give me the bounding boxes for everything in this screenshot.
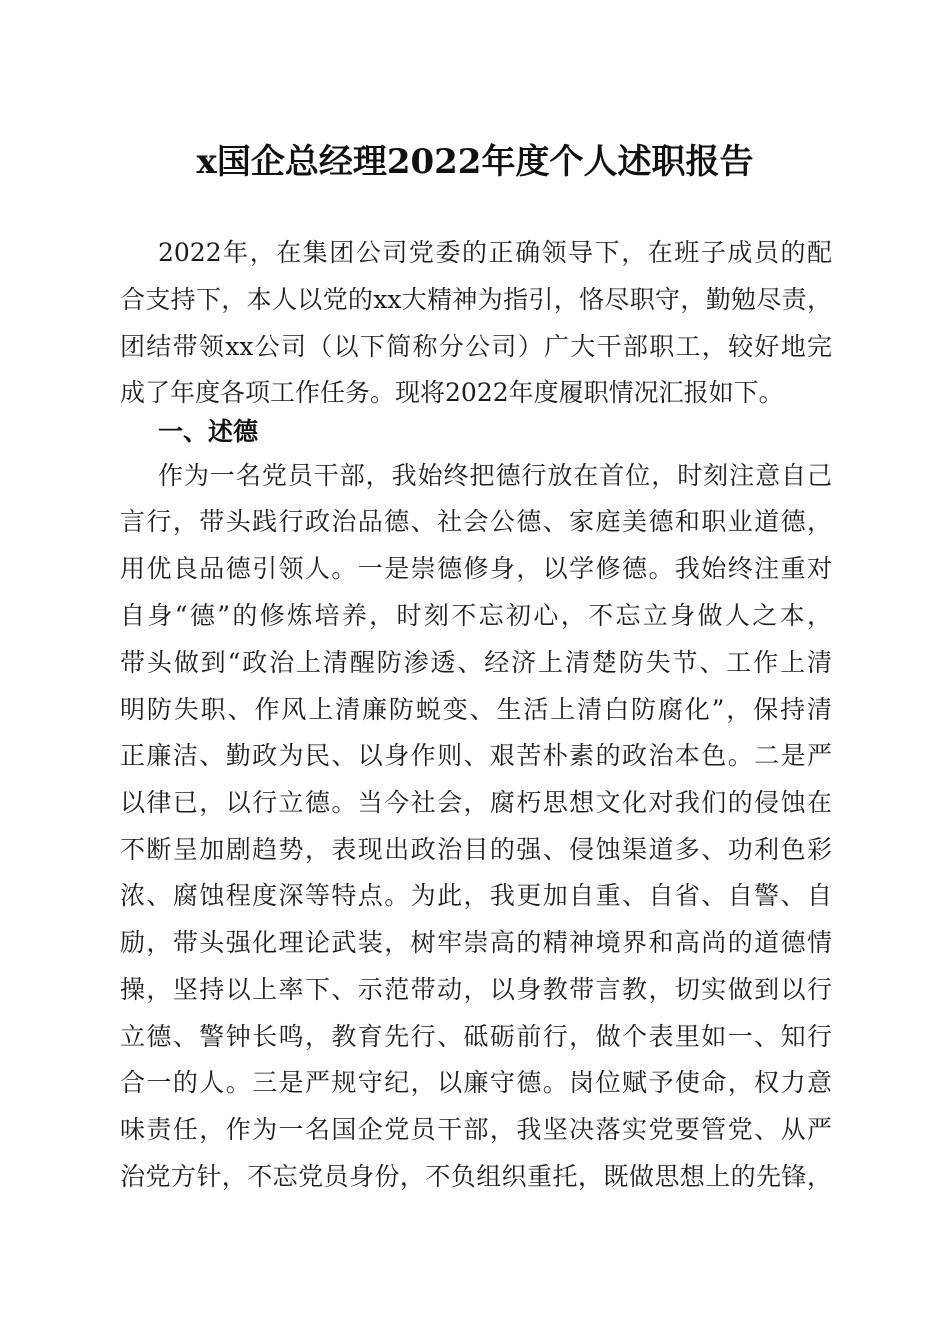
- paragraph-line: 合支持下，本人以党的xx大精神为指引，恪尽职守，勤勉尽责，: [120, 285, 832, 314]
- paragraph-line: 不断呈加剧趋势，表现出政治目的强、侵蚀渠道多、功利色彩: [120, 835, 832, 864]
- paragraph-line: 立德、警钟长鸣，教育先行、砥砺前行，做个表里如一、知行: [120, 1022, 832, 1051]
- paragraph-line: 操，坚持以上率下、示范带动，以身教带言教，切实做到以行: [120, 975, 832, 1004]
- paragraph-line: 合一的人。三是严规守纪，以廉守德。岗位赋予使命，权力意: [120, 1068, 832, 1097]
- paragraph-line: 2022年，在集团公司党委的正确领导下，在班子成员的配: [158, 238, 832, 267]
- paragraph-line: 团结带领xx公司（以下简称分公司）广大干部职工，较好地完: [120, 332, 832, 361]
- paragraph-line: 明防失职、作风上清廉防蜕变、生活上清白防腐化”，保持清: [120, 695, 832, 724]
- paragraph-line: 正廉洁、勤政为民、以身作则、艰苦朴素的政治本色。二是严: [120, 741, 832, 770]
- paragraph-line: 浓、腐蚀程度深等特点。为此，我更加自重、自省、自警、自: [120, 881, 832, 910]
- document-title: x国企总经理2022年度个人述职报告: [196, 142, 754, 182]
- paragraph-line: 励，带头强化理论武装，树牢崇高的精神境界和高尚的道德情: [120, 928, 832, 957]
- paragraph-line: 以律已，以行立德。当今社会，腐朽思想文化对我们的侵蚀在: [120, 788, 832, 817]
- section-heading: 一、述德: [158, 417, 259, 446]
- paragraph-line: 自身“德”的修炼培养，时刻不忘初心，不忘立身做人之本，: [120, 601, 832, 630]
- paragraph-line: 成了年度各项工作任务。现将2022年度履职情况汇报如下。: [120, 378, 784, 407]
- paragraph-line: 味责任，作为一名国企党员干部，我坚决落实党要管党、从严: [120, 1115, 832, 1144]
- paragraph-line: 作为一名党员干部，我始终把德行放在首位，时刻注意自己: [158, 461, 832, 490]
- paragraph-line: 用优良品德引领人。一是崇德修身，以学修德。我始终注重对: [120, 554, 832, 583]
- paragraph-line: 言行，带头践行政治品德、社会公德、家庭美德和职业道德，: [120, 507, 832, 536]
- paragraph-line: 治党方针，不忘党员身份，不负组织重托，既做思想上的先锋，: [120, 1162, 832, 1191]
- paragraph-line: 带头做到“政治上清醒防渗透、经济上清楚防失节、工作上清: [120, 648, 832, 677]
